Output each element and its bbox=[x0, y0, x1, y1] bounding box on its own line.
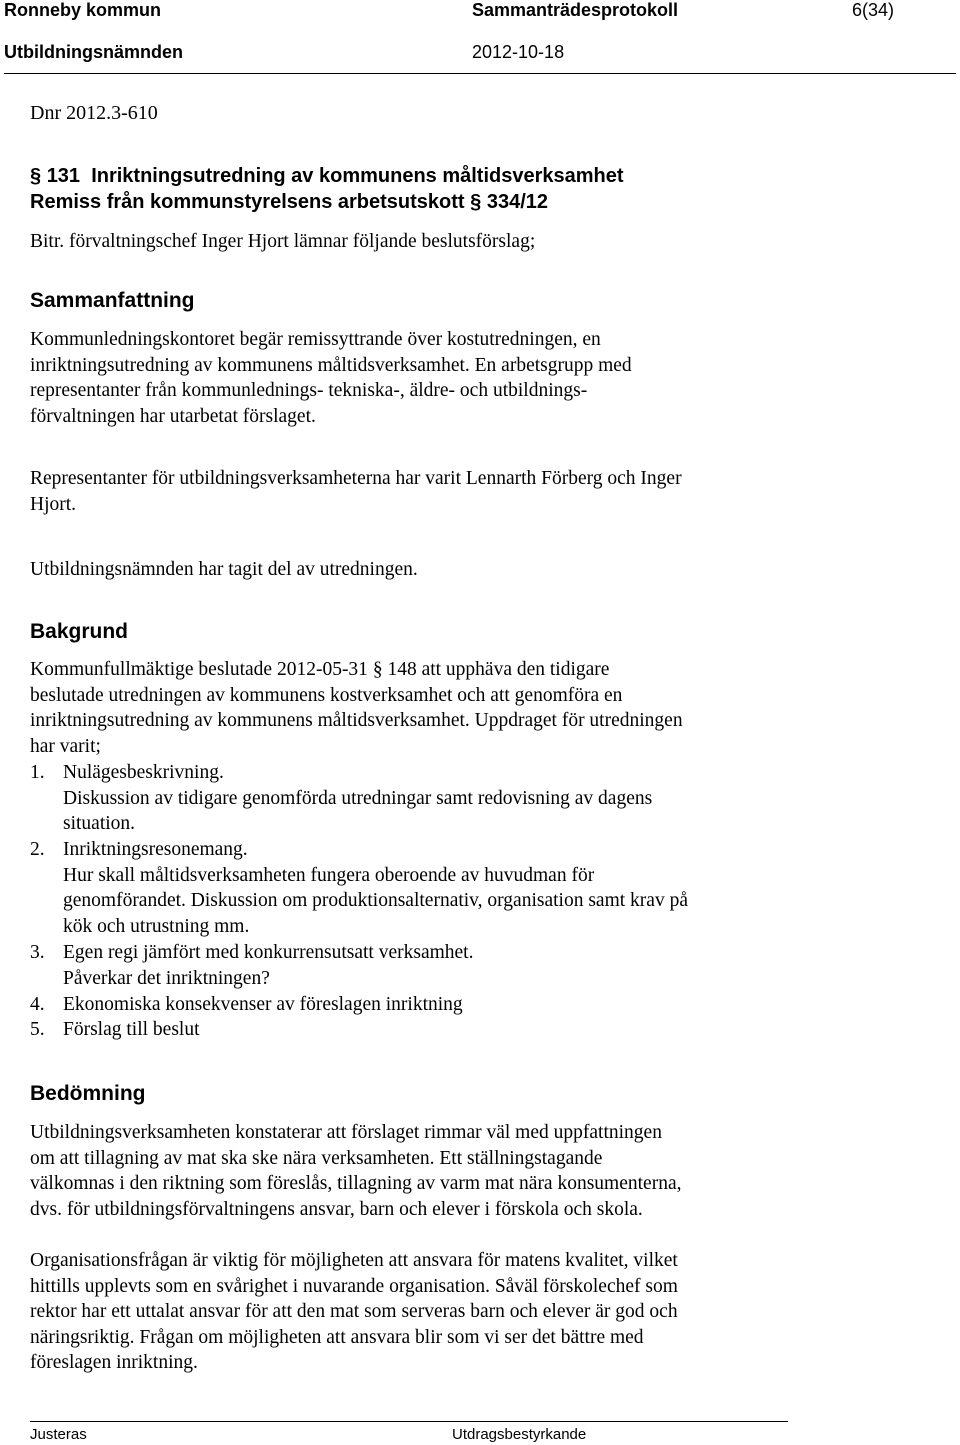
intro-text: Bitr. förvaltningschef Inger Hjort lämnar följande beslutsförslag; bbox=[30, 231, 536, 252]
text-line: Hur skall måltidsverksamheten fungera oberoende av huvudman för bbox=[63, 864, 595, 886]
footer-divider bbox=[30, 1421, 788, 1422]
text-line: genomförandet. Diskussion om produktionsalternativ, organisation samt krav på bbox=[63, 890, 688, 912]
header-board: Utbildningsnämnden bbox=[4, 42, 183, 62]
header-page-number: 6(34) bbox=[852, 0, 895, 20]
heading-bakgrund: Bakgrund bbox=[30, 620, 129, 643]
section-symbol: § bbox=[30, 165, 42, 187]
text-line: Diskussion av tidigare genomförda utredningar samt redovisning av dagens bbox=[63, 787, 653, 809]
text-line: näringsriktig. Frågan om möjligheten att ansvara blir som vi ser det bättre med bbox=[30, 1326, 644, 1348]
sammanfattning-paragraph-3: Utbildningsnämnden har tagit del av utredningen. bbox=[30, 559, 418, 580]
text-line: beslutade utredningen av kommunens kostverksamhet och att genomföra en bbox=[30, 684, 623, 706]
text-line: välkomnas i den riktning som föreslås, tillagning av varm mat nära konsumenterna, bbox=[30, 1173, 682, 1195]
text-line: Inriktningsresonemang. bbox=[63, 839, 248, 860]
header-date: 2012-10-18 bbox=[472, 42, 565, 62]
bedomning-paragraph-1 bbox=[30, 1120, 681, 1222]
bedomning-paragraph-2 bbox=[30, 1248, 678, 1376]
text-line: föreslagen inriktning. bbox=[30, 1352, 198, 1374]
text-line: inriktningsutredning av kommunens måltidsverksamhet. Uppdraget för utredningen bbox=[30, 710, 683, 732]
header-org: Ronneby kommun bbox=[4, 0, 162, 20]
text-line: rektor har ett uttalat ansvar för att den mat som serveras barn och elever är god och bbox=[30, 1301, 678, 1323]
paragraph-number: 131 bbox=[46, 165, 81, 187]
assignment-list bbox=[30, 760, 830, 1040]
list-item-text bbox=[63, 1017, 200, 1043]
text-line: om att tillagning av mat ska ske nära verksamheten. Ett ställningstagande bbox=[30, 1147, 603, 1169]
paragraph-title bbox=[30, 163, 624, 215]
diary-number: Dnr 2012.3-610 bbox=[30, 102, 158, 124]
list-number: 3. bbox=[30, 942, 45, 963]
text-line: situation. bbox=[63, 813, 136, 835]
text-line: representanter från kommunlednings- tekniska-, äldre- och utbildnings- bbox=[30, 380, 588, 402]
text-line: Hjort. bbox=[30, 493, 77, 515]
text-line: Påverkar det inriktningen? bbox=[63, 967, 270, 989]
decision-ref-text: 148 att upphäva den tidigare bbox=[387, 659, 610, 680]
title-line-2 bbox=[30, 189, 624, 215]
text-line: dvs. för utbildningsförvaltningens ansvar, barn och elever i förskola och skola. bbox=[30, 1198, 643, 1220]
text-line: Representanter för utbildningsverksamheterna har varit Lennarth Förberg och Inger bbox=[30, 468, 682, 489]
bakgrund-paragraph bbox=[30, 657, 683, 759]
text-line: Nulägesbeskrivning. bbox=[63, 762, 224, 783]
text-line: inriktningsutredning av kommunens måltidsverksamhet. En arbetsgrupp med bbox=[30, 354, 632, 376]
decision-date-text: Kommunfullmäktige beslutade 2012-05-31 bbox=[30, 659, 368, 680]
list-number: 1. bbox=[30, 762, 45, 783]
title-text-1: Inriktningsutredning av kommunens måltidsverksamhet bbox=[91, 165, 624, 187]
list-item-text bbox=[63, 992, 463, 1018]
text-line: Egen regi jämfört med konkurrensutsatt verksamhet. bbox=[63, 942, 474, 963]
header-doc-type: Sammanträdesprotokoll bbox=[472, 0, 679, 20]
text-line: har varit; bbox=[30, 735, 101, 757]
list-item-text bbox=[63, 760, 652, 837]
title-line-1 bbox=[30, 163, 624, 189]
text-line: kök och utrustning mm. bbox=[63, 915, 250, 937]
sammanfattning-paragraph-1 bbox=[30, 327, 632, 429]
list-item-text bbox=[63, 940, 473, 991]
text-line: Kommunledningskontoret begär remissyttrande över kostutredningen, en bbox=[30, 329, 601, 350]
list-number: 2. bbox=[30, 839, 45, 860]
title-ref: 334/12 bbox=[486, 191, 549, 213]
list-number: 4. bbox=[30, 994, 45, 1015]
text-line bbox=[30, 657, 683, 683]
sammanfattning-paragraph-2 bbox=[30, 466, 682, 517]
section-symbol: § bbox=[470, 191, 482, 213]
list-number: 5. bbox=[30, 1019, 45, 1040]
section-symbol: § bbox=[372, 659, 383, 680]
text-line: förvaltningen har utarbetat förslaget. bbox=[30, 405, 316, 427]
text-line: Utbildningsverksamheten konstaterar att förslaget rimmar väl med uppfattningen bbox=[30, 1122, 662, 1143]
text-line: Förslag till beslut bbox=[63, 1019, 200, 1040]
footer-justeras-label: Justeras bbox=[30, 1426, 87, 1443]
header-divider bbox=[4, 73, 956, 74]
heading-bedomning: Bedömning bbox=[30, 1082, 146, 1105]
list-item-text bbox=[63, 837, 688, 939]
text-line: Ekonomiska konsekvenser av föreslagen inriktning bbox=[63, 994, 463, 1015]
text-line: hittills upplevts som en svårighet i nuvarande organisation. Såväl förskolechef som bbox=[30, 1275, 678, 1297]
heading-sammanfattning: Sammanfattning bbox=[30, 289, 195, 312]
text-line: Organisationsfrågan är viktig för möjligheten att ansvara för matens kvalitet, vilket bbox=[30, 1250, 678, 1271]
footer-utdragsbestyrkande-label: Utdragsbestyrkande bbox=[452, 1426, 587, 1443]
title-text-2: Remiss från kommunstyrelsens arbetsutskott bbox=[30, 191, 465, 213]
